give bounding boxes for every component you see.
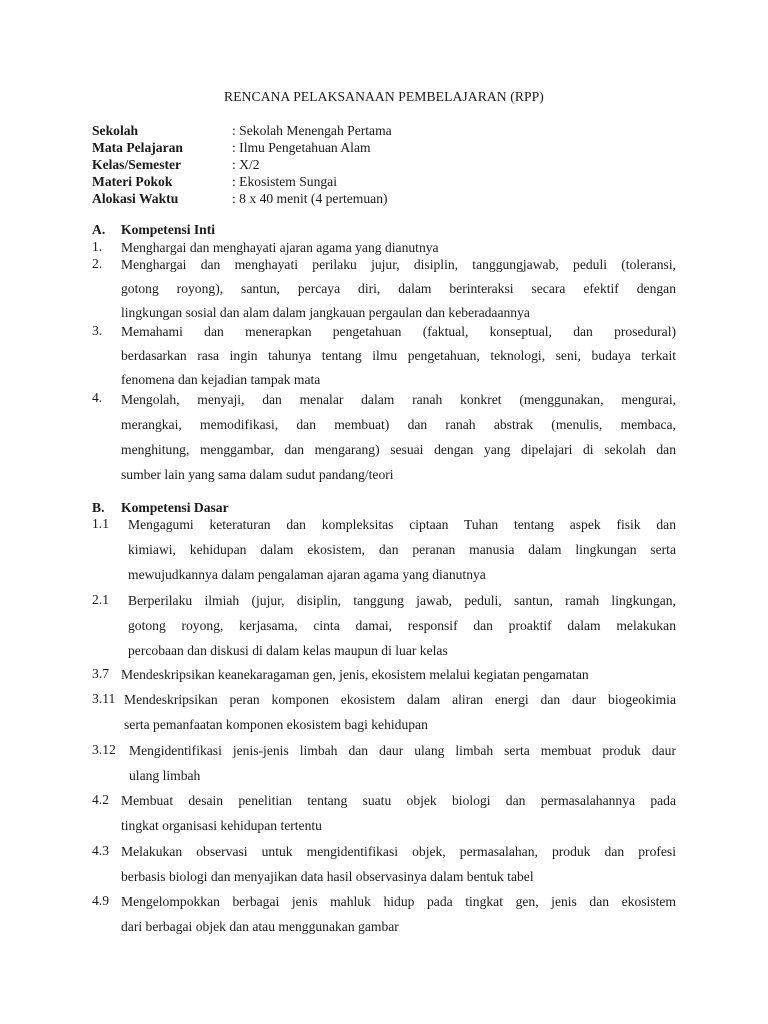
- item-line: Mengolah, menyaji, dan menalar dalam ranah konkret (menggunakan, mengurai,: [121, 392, 676, 407]
- info-value: : 8 x 40 menit (4 pertemuan): [232, 191, 388, 206]
- info-row: [92, 190, 692, 207]
- item-line: gotong royong), santun, percaya diri, dalam berinteraksi secara efektif dengan: [121, 281, 676, 296]
- section-title: Kompetensi Inti: [121, 222, 216, 237]
- item-line: fenomena dan kejadian tampak mata: [121, 372, 321, 387]
- info-label: Mata Pelajaran: [92, 140, 183, 155]
- info-value: : Ekosistem Sungai: [232, 174, 337, 189]
- item-line: Mengagumi keteraturan dan kompleksitas ciptaan Tuhan tentang aspek fisik dan: [128, 517, 676, 532]
- item-line: percobaan dan diskusi di dalam kelas maupun di luar kelas: [128, 643, 448, 658]
- info-table: [92, 122, 692, 207]
- list-item: [92, 666, 676, 683]
- info-label: Sekolah: [92, 123, 139, 138]
- section-letter: B.: [92, 500, 105, 515]
- list-item: [92, 792, 676, 838]
- item-number: 3.: [92, 323, 103, 338]
- item-number: 3.12: [92, 742, 116, 757]
- info-label: Alokasi Waktu: [92, 191, 179, 206]
- item-number: 4.2: [92, 792, 109, 807]
- item-number: 4.3: [92, 843, 109, 858]
- info-row: [92, 139, 692, 156]
- list-item: [92, 691, 676, 737]
- list-item: [92, 516, 676, 587]
- info-label: Materi Pokok: [92, 174, 173, 189]
- item-line: berdasarkan rasa ingin tahunya tentang ilmu pengetahuan, teknologi, seni, budaya terkait: [121, 348, 676, 363]
- item-line: Membuat desain penelitian tentang suatu objek biologi dan permasalahannya pada: [121, 793, 676, 808]
- item-line: Mengidentifikasi jenis-jenis limbah dan daur ulang limbah serta membuat produk daur: [129, 743, 676, 758]
- item-line: Mengelompokkan berbagai jenis mahluk hidup pada tingkat gen, jenis dan ekosistem: [121, 894, 676, 909]
- list-item: [92, 390, 676, 487]
- item-number: 4.9: [92, 893, 109, 908]
- item-number: 3.7: [92, 666, 109, 681]
- item-line: mewujudkannya dalam pengalaman ajaran agama yang dianutnya: [128, 567, 486, 582]
- item-line: Memahami dan menerapkan pengetahuan (faktual, konseptual, dan prosedural): [121, 324, 676, 339]
- item-line: sumber lain yang sama dalam sudut pandang/teori: [121, 467, 394, 482]
- list-item: [92, 256, 676, 325]
- item-number: 2.: [92, 256, 103, 271]
- item-number: 2.1: [92, 592, 109, 607]
- info-value: : X/2: [232, 157, 260, 172]
- item-line: berbasis biologi dan menyajikan data hasil observasinya dalam bentuk tabel: [121, 869, 534, 884]
- item-number: 1.: [92, 239, 103, 254]
- list-item: [92, 323, 676, 392]
- item-number: 4.: [92, 390, 103, 405]
- info-value: : Ilmu Pengetahuan Alam: [232, 140, 371, 155]
- item-line: Menghargai dan menghayati perilaku jujur, disiplin, tanggungjawab, peduli (toleransi,: [121, 257, 676, 272]
- document-title: RENCANA PELAKSANAAN PEMBELAJARAN (RPP): [224, 89, 544, 104]
- item-line: lingkungan sosial dan alam dalam jangkauan pergaulan dan keberadaannya: [121, 305, 530, 320]
- item-line: Mendeskripsikan keanekaragaman gen, jenis, ekosistem melalui kegiatan pengamatan: [121, 667, 589, 682]
- list-item: [92, 592, 676, 663]
- list-item: [92, 893, 676, 939]
- item-line: Mendeskripsikan peran komponen ekosistem dalam aliran energi dan daur biogeokimia: [124, 692, 676, 707]
- item-number: 3.11: [92, 691, 116, 706]
- item-line: serta pemanfaatan komponen ekosistem bagi kehidupan: [124, 717, 428, 732]
- item-line: dari berbagai objek dan atau menggunakan gambar: [121, 919, 399, 934]
- section-a-heading: [92, 221, 215, 238]
- list-item: [92, 843, 676, 889]
- section-letter: A.: [92, 222, 106, 237]
- item-line: menghitung, menggambar, dan mengarang) sesuai dengan yang dipelajari di sekolah dan: [121, 442, 676, 457]
- item-number: 1.1: [92, 516, 109, 531]
- item-line: ulang limbah: [129, 768, 201, 783]
- item-line: Melakukan observasi untuk mengidentifikasi objek, permasalahan, produk dan profesi: [121, 844, 676, 859]
- info-value: : Sekolah Menengah Pertama: [232, 123, 392, 138]
- list-item: [92, 742, 676, 788]
- item-line: kimiawi, kehidupan dalam ekosistem, dan peranan manusia dalam lingkungan serta: [128, 542, 676, 557]
- item-line: merangkai, memodifikasi, dan membuat) dan ranah abstrak (menulis, membaca,: [121, 417, 676, 432]
- item-line: tingkat organisasi kehidupan tertentu: [121, 818, 322, 833]
- info-row: [92, 122, 692, 139]
- info-row: [92, 173, 692, 190]
- info-row: [92, 156, 692, 173]
- item-line: Menghargai dan menghayati ajaran agama yang dianutnya: [121, 240, 439, 255]
- item-line: Berperilaku ilmiah (jujur, disiplin, tanggung jawab, peduli, santun, ramah lingkungan,: [128, 593, 676, 608]
- section-title: Kompetensi Dasar: [121, 500, 229, 515]
- item-line: gotong royong, kerjasama, cinta damai, responsif dan proaktif dalam melakukan: [128, 618, 676, 633]
- info-label: Kelas/Semester: [92, 157, 182, 172]
